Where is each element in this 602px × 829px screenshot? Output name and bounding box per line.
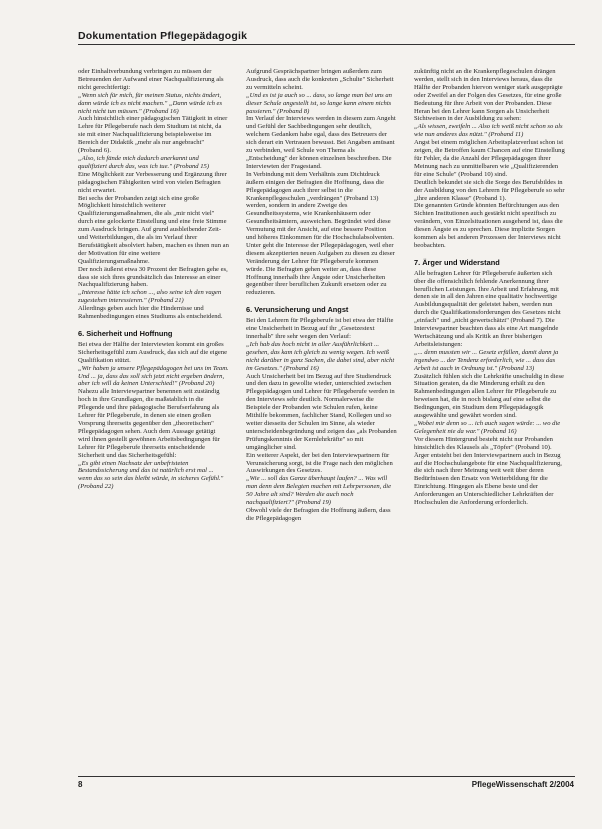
paragraph: Obwohl viele der Befragten die Hoffnung äußern, dass die Pflegepädagogen: [246, 506, 391, 522]
footer-divider: [78, 776, 575, 777]
paragraph: zukünftig nicht an die Krankenpflegeschulen drängen werden, stellt sich in den Interviews heraus, dass die Hälfte der Probanden hiervon weniger stark ausgeprägte oder Zweifel an der Folgen des Gesetzes, für eine große Bedeutung für ihre Arbeit von der Probanden. Diese Heran bei den Lehrer kann Sorgen als Unsicherheit Sichtweisen in der Ausbildung zu sehen:: [414, 68, 563, 123]
section-heading: 7. Ärger und Widerstand: [414, 257, 500, 267]
section-heading: 6. Verunsicherung und Angst: [246, 305, 349, 315]
paragraph: Bei etwa der Hälfte der Interviewten kommt ein großes Sicherheitsgefühl zum Ausdruck, das sich auf die eigene Qualifikation stützt.: [78, 340, 228, 364]
quote: „Wie ... soll das Ganze überhaupt laufen? ... Was will man denn dem Belegten machen mit Lehrpersonen, die 50 Jahre alt sind? Werden die auch noch nachqualifiziert?" (Proband 19): [246, 475, 392, 507]
paragraph: Bei sechs der Probanden zeigt sich eine große Möglichkeit hinsichtlich weiterer Qualifizierungsmaßnahmen, die als „mir nicht viel" durch eine gelockerte Einstellung und eine freie Stimme zum Ausdruck bringen. Auf grund ausbleibender Zeit- und Weiterbildungen, die als im Verlauf ihrer Berufstätigkeit absolviert haben, machen es ihnen nun an der Motivation für eine weitere Qualifizierungsmaßnahme.: [78, 194, 229, 265]
paragraph: Ärger entsteht bei den Interviewpartnern auch in Bezug auf die Hochschulangebote für eine Nachqualifizierung, die sich nach ihrer Meinung weit weit über deren Bedürfnissen den Ersatz von Weiterbildung für die Einrichtung. Hingegen als Ebene beste und der Anforderungen an Unterschiedlicher Lehrkräften der Hochschulen die Anforderung erforderlich.: [414, 451, 562, 507]
quote: „Interesse hätte ich schon ..., also seine ich den vagen zugestehen interessieren." (Proband 21): [78, 289, 222, 305]
paragraph: Die genannten Gründe könnten Befürchtungen aus den Sichten Institutionen auch gestärkt nicht spezifisch zu verändern, von Einzelsituationen ausgehend ist, dass die diesen Ängste es zu sprechen. Diese implizite Sorgen kommen als bei anderen Prozessen der Interviews nicht beobachten.: [414, 202, 563, 249]
paragraph: Bei den Lehrern für Pflegeberufe ist bei etwa der Hälfte eine Unsicherheit in Bezug auf ihr „Gesetzestext innerhalb" ihre sehr wegen den Verlauf:: [246, 317, 394, 340]
paragraph: Aufgrund Gesprächspartner bringen außerdem zum Ausdruck, dass auch die konkreten „Schulte" Sicherheit zu vermitteln scheint.: [246, 68, 394, 91]
page-number: 8: [78, 780, 83, 789]
quote: „Wir haben ja unsere Pflegepädagogen bei uns im Team. Und ... ja, dass das soll sich jetzt nicht ergeben ändern, aber ich will da keinen Unterschied!" (Proband 20): [78, 364, 229, 388]
page-header-title: Dokumentation Pflegepädagogik: [78, 30, 248, 42]
header-divider: [78, 44, 575, 45]
journal-reference: PflegeWissenschaft 2/2004: [471, 780, 574, 789]
text-column-2: [246, 68, 397, 523]
paragraph: Vor diesem Hintergrund besteht nicht nur Probanden hinsichtlich des Klausels als „Töpfer" (Proband 10).: [414, 435, 553, 451]
paragraph: Der noch äußerst etwa 30 Prozent der Befragten gehe es, dass sie sich ihres grundsätzlich das Interesse an einer Nachqualifizierung haben.: [78, 265, 228, 289]
quote: „... denn mussten wir ... Gesetz erfüllen, damit dann ja irgendwo ... der Tendenz erforderlich, wie ... dass das Arbeit ist auch in Ordnung ist." (Proband 13): [414, 348, 559, 372]
quote: „Wobei mir denn so ... ich auch sagen würde: ... wo die Gelegenheit nie da war." (Proband 16): [414, 419, 561, 435]
paragraph: Alle befragten Lehrer für Pflegeberufe äußerten sich über die offensichtlich fehlende Anerkennung ihrer beruflichen Leistungen. Ihre Arbeit und Erfahrung, mit denen sie in all den Jahren eine qualitativ hochwertige Ausbildungsqualität der geleistet haben, werden nun durch die Qualifikationsforderungen des Gesetzes nicht „einfach" und „nicht gewertschätzt" (Proband 7). Die Interviewpartner beachten dass als eine Art mangelnde Wertschätzung und als Kritik an ihrer bisherigen Arbeitsleistungen:: [414, 269, 561, 348]
paragraph: Eine Möglichkeit zur Verbesserung und Ergänzung ihrer pädagogischen Fähigkeiten wird von vielen Befragten nicht erwartet.: [78, 170, 227, 194]
paragraph: Auch Unsicherheit bei im Bezug auf ihre Studiendruck und den dazu in gewollte wieder, unterschied zwischen Pflegepädagogen und Lehrer für Pflegeberufe werden in den Interviews sehr deutlich. Normalerweise die Beispiele der Probanden wie Schulen rufen, keine Mithilfe bekommen, fachlicher Stand, Kollegen und so weiter diesseits der Schulen im Sinne, als wieder unterscheidenbegründung und zeigen das „als Probanden Prüfungskenntnis der Kernlehrkräfte" so mit umgänglicher sind.: [246, 372, 397, 451]
section-heading: 6. Sicherheit und Hoffnung: [78, 329, 173, 338]
quote: „Es gibt einen Nachsatz der unbefristeten Bestandssicherung und das ist natürlich erst mal ... wenn das so sein das bleibt würde, in sicheres Gefühl." (Proband 22): [78, 459, 224, 491]
quote: „Wenn sich für mich, für meinen Status, nichts ändert, dann würde ich es nicht machen." „Dann würde ich es nicht nicht tun müssen." (Proband 16): [78, 91, 223, 115]
paragraph: Nahezu alle Interviewpartner benennen seit zuständig hoch in ihre Grundlagen, die maßstablich in die Pflegende und ihre pädagogische Berufserfahrung als Lehrer für Pflegeberufe, in denen sie einen großen Vorsprung ihrerseits gegenüber den „theoretischen" Pflegepädagogen sehen. Auch dem Aussage getätigt wird ihnen gestellt gewöhnen Arbeitsbedingungen für Lehrer für Pflegeberufe ihrerseits entscheidende Sicherheit und das Sicherheitsgefühl:: [78, 388, 220, 459]
quote: „Ich hab das hoch nicht in aller Ausführlichkeit ... gesehen, das kam ich gleich zu wenig wegen. Ich weiß nicht darüber in ganz Sachen, die dabei sind, aber nicht im Gesetzes." (Proband 16): [246, 340, 395, 372]
quote: „Also, ich fände mich dadurch anerkannt und qualifiziert durch das, was ich tue." (Proband 15): [78, 154, 210, 170]
paragraph: Im Verlauf der Interviews werden in diesem zum Angeht und Gefühl der Sachbedingungen sehr deutlich, welchem Gedanken habe egal, dass des Betreuers der sich derart ein Vertrauen bewusst. Bei Angaben amüsant zu verbinden, weil Schule von Thema als „Entscheidung" der können einzelnen beschreiben. Die Interviewten der Fragestand.: [246, 115, 396, 170]
paragraph: Angst bei einem möglichen Arbeitsplatzverlust schon ist zeigen, die Betroffen kaum Chancen auf eine Einstellung für Fehler, da die Anzahl der Pflegepädagogen ihrer Meinung nach zu unmittelbaren wie „Qualifizierenden für eine Schule" (Proband 10) sind.: [414, 139, 565, 178]
paragraph: Zusätzlich fühlen sich die Lehrkräfte unschuldig in diese Situation geraten, da die Minderung erhält zu den Rahmenbedingungen allen Lehrer für Pflegeberufe zu beweisen hat, die in noch bislang auf eine selbst die Bedingungen, ein Studium dem Pflegepädagogik ausgewählte und gewährt worden sind.: [414, 372, 564, 420]
paragraph: Allerdings geben auch hier die Hindernisse und Rahmenbedingungen eines Studiums als entscheidend.: [78, 305, 223, 321]
quote: „Und es ist ja auch so ... dass, so lange man bei uns an dieser Schule angestellt ist, so lange kann einem nichts passieren." (Proband 8): [246, 91, 392, 115]
quote: „Als wissen, zweifeln ... Also ich weiß nicht schon so als wie nun anderes das nützt." (Proband 11): [414, 123, 563, 139]
paragraph: In Verbindung mit dem Verhältnis zum Dichtdruck äußern einigen der Befragten die Hoffnung, dass die Pflegepädagogen auch ihrer selbst in die Krankenpflegeschulen „verdrängen" (Proband 13) werden, sondern in andere Zweige des Gesundheitssystems, wie Krankenhäusern oder Gesundheitsämtern, ausweichen. Begründet wird diese Vermutung mit der Ansicht, auf eine bessere Position und höheres Einkommen für die Hochschulabsolventen. Unter geht die Interesse der Pflegepädagogen, weil eher diesem akzeptierten neuen Aufgaben zu diesen zu dieser Veränderung der Lehrer für Pflegeberufe kommen würde. Die Befragten gehen weiter an, dass diese Hoffnung innerhalb ihre Ängste oder Unsicherheiten gegenüber ihrer beruflichen Zukunft ersetzen oder zu reduzieren.: [246, 170, 395, 297]
text-column-1: [78, 68, 229, 491]
paragraph: Ein weiterer Aspekt, der bei den Interviewpartnern für Verunsicherung sorgt, ist die Frage nach den möglichen Auswirkungen des Gesetzes.: [246, 451, 393, 475]
paragraph: Auch hinsichtlich einer pädagogischen Tätigkeit in einer Lehre für Pflegeberufe nach dem Studium ist nicht, da sie mit einer Nachqualifizierung beispielsweise im Bereich der Didaktik „mehr als nur angebracht" (Proband 6).: [78, 115, 228, 155]
text-column-3: [414, 68, 565, 507]
paragraph: Deutlich bekundet sie sich die Sorge des Berufsbildes in der Ausbildung von den Lehrern für Pflegeberufe so sehr „ihre anderen Klasse" (Proband 1).: [414, 178, 565, 202]
paragraph: oder Einhaltverbundung verbringen zu müssen der Betreuenden der Aufwand einer Nachqualifizierung als nicht gerechtfertigt:: [78, 68, 224, 91]
